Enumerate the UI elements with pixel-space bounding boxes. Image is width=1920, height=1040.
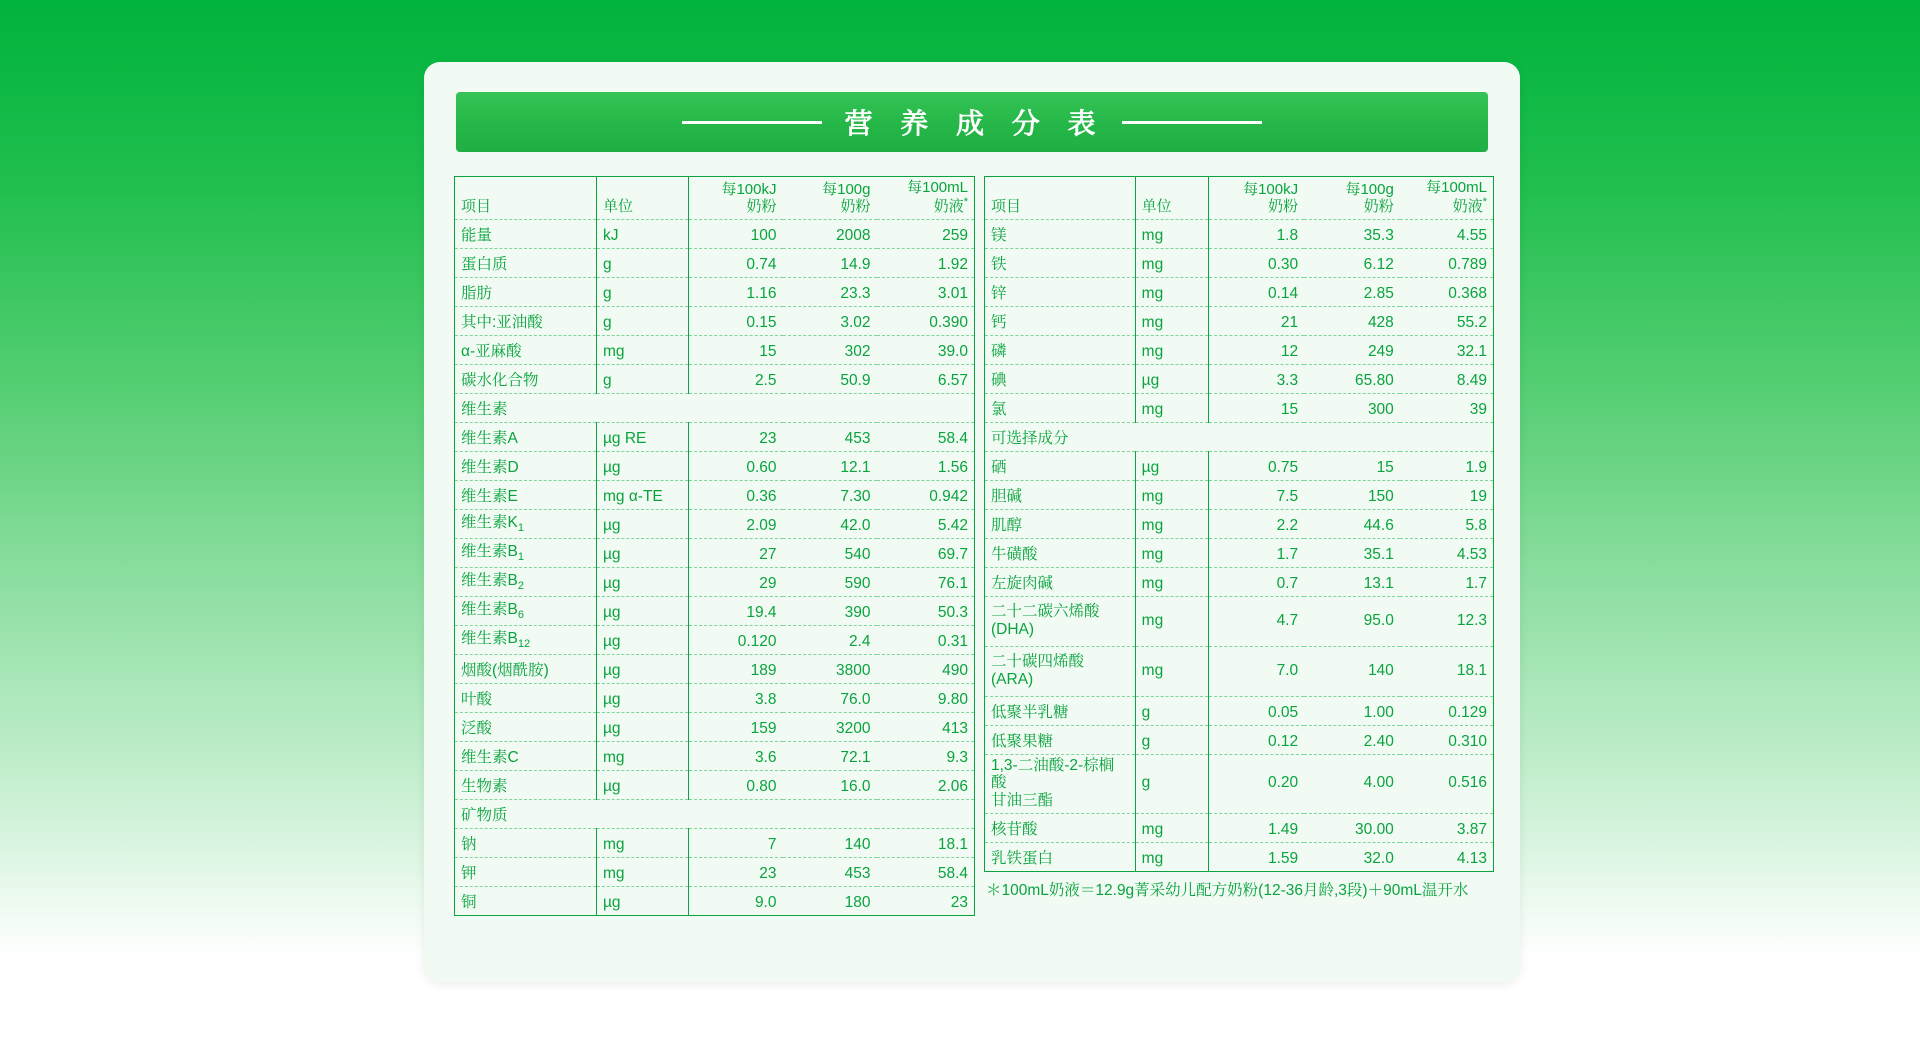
row-value-per100ml: 3.01	[877, 277, 975, 306]
subscript: 1	[517, 550, 524, 563]
row-value-per100ml: 259	[877, 219, 975, 248]
table-row	[455, 306, 975, 335]
row-item-name: 能量	[455, 219, 597, 248]
row-item-name: 脂肪	[455, 277, 597, 306]
row-value-per100ml: 0.31	[877, 625, 975, 654]
row-value-per100g: 249	[1304, 335, 1400, 364]
row-item-name: 低聚半乳糖	[985, 696, 1136, 725]
table-row	[985, 248, 1494, 277]
row-unit: mg	[1135, 480, 1208, 509]
row-item-name: 牛磺酸	[985, 538, 1136, 567]
row-item-name: 钾	[455, 857, 597, 886]
row-value-per100ml: 23	[950, 893, 968, 911]
row-unit: µg	[597, 886, 689, 915]
title-wrap	[682, 102, 1261, 142]
table-row	[455, 828, 975, 857]
row-unit: µg	[1135, 451, 1208, 480]
table-row	[455, 770, 975, 799]
row-value-per100g: 44.6	[1304, 509, 1400, 538]
row-item-name: 蛋白质	[455, 248, 597, 277]
row-value-per100ml: 76.1	[877, 567, 975, 596]
row-value-per100g: 180	[844, 893, 871, 911]
row-item-name: 胆碱	[985, 480, 1136, 509]
row-value-per100g: 4.00	[1304, 754, 1400, 813]
row-unit: µg RE	[597, 422, 689, 451]
row-item-name: 二十碳四烯酸 (ARA)	[985, 646, 1136, 696]
table-row	[985, 393, 1494, 422]
row-value-per100g: 12.1	[783, 451, 877, 480]
row-item-name: 核苷酸	[985, 813, 1136, 842]
header-per100ml-left: 每100mL 奶液*	[877, 177, 975, 220]
left-table-column	[454, 176, 974, 916]
table-row	[455, 509, 975, 538]
row-item-name: 肌醇	[985, 509, 1136, 538]
row-unit: mg	[1135, 567, 1208, 596]
row-unit: mg	[1135, 813, 1208, 842]
table-row	[985, 509, 1494, 538]
row-value-per100ml: 3.87	[1400, 813, 1494, 842]
row-item-name: 1,3-二油酸-2-棕榈酸 甘油三酯	[985, 754, 1136, 813]
table-row	[455, 364, 975, 393]
right-table-column	[984, 176, 1494, 916]
row-value-per100ml: 39.0	[877, 335, 975, 364]
row-item-name: 维生素$B_2$	[455, 567, 597, 596]
row-item-name: 磷	[985, 335, 1136, 364]
row-item-name: 二十二碳六烯酸 (DHA)	[985, 596, 1136, 646]
row-value-per100kj: 0.75	[1208, 451, 1304, 480]
table-row	[455, 480, 975, 509]
row-value-per100kj: 15	[689, 335, 783, 364]
row-value-per100ml: 12.3	[1400, 596, 1494, 646]
row-value-per100kj: 0.30	[1208, 248, 1304, 277]
table-row	[985, 696, 1494, 725]
row-value-per100kj: 9.0	[689, 886, 783, 915]
row-value-per100kj: 0.74	[689, 248, 783, 277]
row-value-per100ml: 4.55	[1400, 219, 1494, 248]
row-item-name: 维生素$B_{12}$	[455, 625, 597, 654]
row-value-per100ml: 18.1	[877, 828, 975, 857]
row-value-per100ml: 9.80	[877, 683, 975, 712]
row-value-per100g: 6.12	[1304, 248, 1400, 277]
row-unit: µg	[597, 567, 689, 596]
row-unit: mg	[597, 828, 689, 857]
row-value-per100ml: 0.368	[1400, 277, 1494, 306]
row-value-per100kj: 1.7	[1208, 538, 1304, 567]
row-value-per100ml: 69.7	[877, 538, 975, 567]
table-row	[985, 364, 1494, 393]
table-row	[985, 335, 1494, 364]
row-item-name: 其中:亚油酸	[455, 306, 597, 335]
row-item-name: 维生素$B_1$	[455, 538, 597, 567]
row-value-per100kj: 12	[1208, 335, 1304, 364]
table-row	[455, 683, 975, 712]
row-value-per100ml: 55.2	[1400, 306, 1494, 335]
row-unit: mg α-TE	[597, 480, 689, 509]
row-value-per100g: 2.85	[1304, 277, 1400, 306]
row-value-per100g: 3800	[783, 654, 877, 683]
row-value-per100g: 50.9	[783, 364, 877, 393]
table-row	[455, 335, 975, 364]
table-row	[985, 306, 1494, 335]
row-value-per100g: 30.00	[1304, 813, 1400, 842]
table-row	[455, 567, 975, 596]
row-value-per100kj: 2.5	[689, 364, 783, 393]
table-row	[455, 277, 975, 306]
row-item-name: 氯	[985, 393, 1136, 422]
row-value-per100kj: 1.8	[1208, 219, 1304, 248]
nutrition-table-left	[454, 176, 975, 916]
row-unit: mg	[1135, 277, 1208, 306]
row-item-name: 低聚果糖	[985, 725, 1136, 754]
row-value-per100kj: 0.60	[689, 451, 783, 480]
row-value-per100g: 13.1	[1304, 567, 1400, 596]
row-value-per100kj: 0.20	[1208, 754, 1304, 813]
row-item-name: 烟酸(烟酰胺)	[455, 654, 597, 683]
section-row	[455, 799, 975, 828]
header-per100kj-right: 每100kJ 奶粉	[1208, 177, 1304, 220]
table-row	[455, 654, 975, 683]
row-unit: g	[1135, 725, 1208, 754]
table-row	[455, 712, 975, 741]
row-item-name: 铜	[461, 893, 477, 911]
row-unit: mg	[597, 857, 689, 886]
row-value-per100ml: 0.942	[877, 480, 975, 509]
row-item-name: 维生素$K_1$	[455, 509, 597, 538]
row-value-per100kj: 100	[689, 219, 783, 248]
row-unit: µg	[1135, 364, 1208, 393]
row-value-per100g: 23.3	[783, 277, 877, 306]
table-header-row-left	[455, 177, 975, 220]
subscript: 2	[517, 579, 524, 592]
table-row	[985, 567, 1494, 596]
footnote: ＊100mL奶液＝12.9g菁采幼儿配方奶粉(12-36月龄,3段)＋90mL温开水	[986, 881, 1469, 899]
subscript: 12	[517, 637, 531, 650]
title-band	[456, 92, 1488, 152]
header-per100ml-right: 每100mL 奶液*	[1400, 177, 1494, 220]
row-unit: g	[597, 248, 689, 277]
row-item-name: 乳铁蛋白	[991, 850, 1054, 868]
row-value-per100kj: 21	[1208, 306, 1304, 335]
row-unit: µg	[597, 654, 689, 683]
row-value-per100ml: 58.4	[877, 422, 975, 451]
row-value-per100kj: 7.0	[1208, 646, 1304, 696]
row-value-per100g: 32.0	[1363, 850, 1394, 868]
row-value-per100ml: 4.13	[1456, 850, 1487, 868]
subscript: 6	[517, 608, 524, 621]
row-item-name: 钠	[455, 828, 597, 857]
row-unit: µg	[597, 538, 689, 567]
row-value-per100ml: 0.516	[1400, 754, 1494, 813]
table-row	[985, 538, 1494, 567]
row-value-per100ml: 6.57	[877, 364, 975, 393]
row-value-per100kj: 0.05	[1208, 696, 1304, 725]
row-unit: g	[1135, 754, 1208, 813]
table-row	[985, 842, 1494, 871]
header-per100g-right: 每100g 奶粉	[1304, 177, 1400, 220]
row-unit: mg	[1135, 219, 1208, 248]
row-value-per100g: 42.0	[783, 509, 877, 538]
row-unit: mg	[1135, 306, 1208, 335]
row-item-name: 硒	[985, 451, 1136, 480]
row-value-per100g: 2008	[783, 219, 877, 248]
row-value-per100kj: 159	[689, 712, 783, 741]
row-value-per100kj: 0.7	[1208, 567, 1304, 596]
table-row	[985, 277, 1494, 306]
table-row	[985, 596, 1494, 646]
row-value-per100g: 76.0	[783, 683, 877, 712]
row-item-name: 左旋肉碱	[985, 567, 1136, 596]
row-value-per100ml: 0.789	[1400, 248, 1494, 277]
row-unit: µg	[597, 683, 689, 712]
row-unit: mg	[1135, 538, 1208, 567]
row-unit: mg	[1135, 596, 1208, 646]
row-item-name: 叶酸	[455, 683, 597, 712]
row-item-name: 维生素A	[455, 422, 597, 451]
row-value-per100g: 35.3	[1304, 219, 1400, 248]
row-unit: µg	[597, 625, 689, 654]
row-value-per100kj: 0.120	[689, 625, 783, 654]
table-row	[455, 857, 975, 886]
table-row	[455, 248, 975, 277]
title-rule-right	[1122, 121, 1262, 124]
header-per100kj-left: 每100kJ 奶粉	[689, 177, 783, 220]
title-rule-left	[682, 121, 822, 124]
card-inner	[440, 78, 1504, 966]
row-value-per100g: 72.1	[783, 741, 877, 770]
row-value-per100kj: 2.2	[1208, 509, 1304, 538]
row-unit: mg	[1135, 393, 1208, 422]
row-value-per100kj: 7	[689, 828, 783, 857]
row-value-per100g: 14.9	[783, 248, 877, 277]
row-value-per100kj: 7.5	[1208, 480, 1304, 509]
row-item-name: 维生素E	[455, 480, 597, 509]
row-value-per100g: 590	[783, 567, 877, 596]
row-value-per100kj: 0.36	[689, 480, 783, 509]
table-row	[455, 422, 975, 451]
row-value-per100ml: 413	[877, 712, 975, 741]
row-value-per100g: 2.4	[783, 625, 877, 654]
row-value-per100kj: 1.49	[1208, 813, 1304, 842]
table-row	[985, 754, 1494, 813]
table-row	[985, 646, 1494, 696]
table-row	[455, 596, 975, 625]
row-value-per100kj: 1.16	[689, 277, 783, 306]
row-item-name: α-亚麻酸	[455, 335, 597, 364]
row-value-per100ml: 32.1	[1400, 335, 1494, 364]
row-value-per100kj: 23	[689, 422, 783, 451]
row-unit: µg	[597, 451, 689, 480]
row-value-per100g: 95.0	[1304, 596, 1400, 646]
row-item-name: 碘	[985, 364, 1136, 393]
row-value-per100kj: 0.80	[689, 770, 783, 799]
row-value-per100ml: 19	[1400, 480, 1494, 509]
row-unit: mg	[1135, 248, 1208, 277]
table-row	[985, 219, 1494, 248]
table-row	[455, 625, 975, 654]
row-value-per100ml: 490	[877, 654, 975, 683]
row-item-name: 维生素D	[455, 451, 597, 480]
row-item-name: 钙	[985, 306, 1136, 335]
row-value-per100g: 300	[1304, 393, 1400, 422]
row-value-per100kj: 29	[689, 567, 783, 596]
table-row	[455, 219, 975, 248]
table-row	[455, 886, 975, 915]
row-value-per100g: 15	[1304, 451, 1400, 480]
row-unit: mg	[1135, 335, 1208, 364]
row-unit: µg	[597, 770, 689, 799]
row-value-per100kj: 189	[689, 654, 783, 683]
row-value-per100kj: 0.12	[1208, 725, 1304, 754]
row-value-per100kj: 15	[1208, 393, 1304, 422]
row-item-name: 铁	[985, 248, 1136, 277]
row-value-per100kj: 0.14	[1208, 277, 1304, 306]
row-value-per100g: 453	[783, 422, 877, 451]
row-value-per100kj: 4.7	[1208, 596, 1304, 646]
row-value-per100g: 140	[783, 828, 877, 857]
row-value-per100ml: 4.53	[1400, 538, 1494, 567]
row-value-per100g: 302	[783, 335, 877, 364]
row-item-name: 维生素$B_6$	[455, 596, 597, 625]
table-header-row-right	[985, 177, 1494, 220]
row-value-per100kj: 19.4	[689, 596, 783, 625]
row-unit: g	[597, 364, 689, 393]
row-unit: mg	[1135, 646, 1208, 696]
row-value-per100kj: 3.8	[689, 683, 783, 712]
row-item-name: 维生素C	[455, 741, 597, 770]
row-unit: mg	[597, 741, 689, 770]
row-value-per100ml: 9.3	[877, 741, 975, 770]
row-value-per100ml: 5.42	[877, 509, 975, 538]
row-value-per100g: 7.30	[783, 480, 877, 509]
row-unit: kJ	[597, 219, 689, 248]
page-title: 营 养 成 分 表	[844, 108, 1106, 139]
nutrition-table-right	[984, 176, 1494, 872]
row-value-per100ml: 1.7	[1400, 567, 1494, 596]
row-value-per100g: 1.00	[1304, 696, 1400, 725]
row-value-per100g: 3200	[783, 712, 877, 741]
row-value-per100kj: 1.59	[1208, 842, 1304, 871]
row-item-name: 碳水化合物	[455, 364, 597, 393]
row-value-per100g: 453	[783, 857, 877, 886]
row-value-per100kj: 27	[689, 538, 783, 567]
row-value-per100g: 150	[1304, 480, 1400, 509]
row-value-per100g: 428	[1304, 306, 1400, 335]
row-value-per100g: 35.1	[1304, 538, 1400, 567]
row-value-per100g: 540	[783, 538, 877, 567]
row-item-name: 镁	[985, 219, 1136, 248]
header-item-left: 项目	[455, 177, 597, 220]
row-value-per100g: 65.80	[1304, 364, 1400, 393]
table-row	[455, 741, 975, 770]
row-value-per100g: 390	[783, 596, 877, 625]
row-value-per100ml: 1.92	[877, 248, 975, 277]
row-value-per100kj: 23	[689, 857, 783, 886]
table-row	[455, 538, 975, 567]
row-value-per100ml: 50.3	[877, 596, 975, 625]
row-unit: mg	[1135, 842, 1208, 871]
row-value-per100kj: 3.3	[1208, 364, 1304, 393]
table-row	[985, 451, 1494, 480]
section-label: 可选择成分	[985, 422, 1494, 451]
section-row	[985, 422, 1494, 451]
row-unit: g	[597, 277, 689, 306]
row-value-per100ml: 1.9	[1400, 451, 1494, 480]
row-value-per100ml: 18.1	[1400, 646, 1494, 696]
row-value-per100ml: 58.4	[877, 857, 975, 886]
section-row	[455, 393, 975, 422]
row-item-name: 泛酸	[455, 712, 597, 741]
row-unit: g	[597, 306, 689, 335]
table-row	[985, 725, 1494, 754]
row-value-per100g: 3.02	[783, 306, 877, 335]
row-value-per100g: 16.0	[783, 770, 877, 799]
row-item-name: 锌	[985, 277, 1136, 306]
header-item-right: 项目	[985, 177, 1136, 220]
header-unit-left: 单位	[597, 177, 689, 220]
row-value-per100ml: 0.310	[1400, 725, 1494, 754]
subscript: 1	[517, 521, 524, 534]
row-value-per100ml: 5.8	[1400, 509, 1494, 538]
row-item-name: 生物素	[455, 770, 597, 799]
row-unit: µg	[597, 712, 689, 741]
tables-container	[454, 176, 1494, 916]
nutrition-card	[424, 62, 1520, 982]
row-value-per100g: 140	[1304, 646, 1400, 696]
row-value-per100ml: 8.49	[1400, 364, 1494, 393]
header-unit-right: 单位	[1135, 177, 1208, 220]
row-value-per100g: 2.40	[1304, 725, 1400, 754]
row-unit: mg	[597, 335, 689, 364]
row-value-per100kj: 2.09	[689, 509, 783, 538]
row-unit: mg	[1135, 509, 1208, 538]
header-per100g-left: 每100g 奶粉	[783, 177, 877, 220]
row-value-per100kj: 0.15	[689, 306, 783, 335]
row-value-per100ml: 0.129	[1400, 696, 1494, 725]
table-row	[985, 813, 1494, 842]
row-value-per100ml: 2.06	[877, 770, 975, 799]
section-label: 矿物质	[455, 799, 975, 828]
row-unit: µg	[597, 596, 689, 625]
table-row	[985, 480, 1494, 509]
table-row	[455, 451, 975, 480]
section-label: 维生素	[455, 393, 975, 422]
row-value-per100ml: 1.56	[877, 451, 975, 480]
row-unit: g	[1135, 696, 1208, 725]
row-value-per100ml: 39	[1400, 393, 1494, 422]
row-value-per100kj: 3.6	[689, 741, 783, 770]
row-value-per100ml: 0.390	[877, 306, 975, 335]
row-unit: µg	[597, 509, 689, 538]
